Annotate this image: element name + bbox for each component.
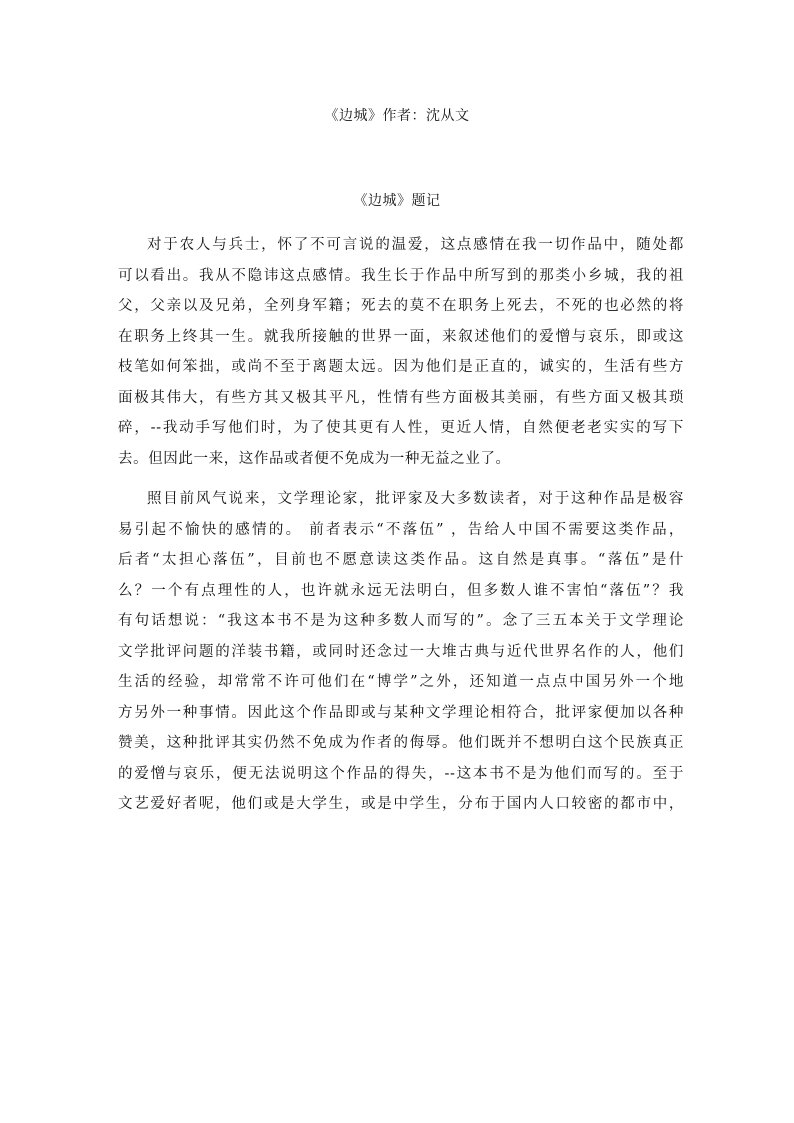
text-line: 的爱憎与哀乐，便无法说明这个作品的得失，--这本书不是为他们而写的。至于 [118, 765, 684, 782]
text-line: 赞美，这种批评其实仍然不免成为作者的侮辱。他们既并不想明白这个民族真正 [118, 735, 684, 751]
paragraph-1 [118, 230, 684, 474]
text-line: 文学批评问题的洋装书籍，或同时还念过一大堆古典与近代世界名作的人，他们 [118, 643, 684, 660]
text-line: 方另外一种事情。因此这个作品即或与某种文学理论相符合，批评家便加以各种 [118, 704, 684, 721]
text-line: 么？一个有点理性的人，也许就永远无法明白，但多数人谁不害怕“落伍”？我 [118, 582, 684, 599]
text-line: 对于农人与兵士，怀了不可言说的温爱，这点感情在我一切作品中，随处都 [147, 237, 684, 253]
document-title: 《边城》作者：沈从文 [324, 108, 470, 124]
text-line: 枝笔如何笨拙，或尚不至于离题太远。因为他们是正直的，诚实的，生活有些方 [118, 359, 684, 375]
text-line: 父，父亲以及兄弟，全列身军籍；死去的莫不在职务上死去，不死的也必然的将 [118, 298, 684, 314]
paragraph-gap [118, 474, 684, 484]
section-title: 《边城》题记 [353, 193, 441, 209]
text-line: 易引起不愉快的感情的。 前者表示“不落伍” ，告给人中国不需要这类作品， [118, 521, 684, 538]
text-line: 碎，--我动手写他们时，为了使其更有人性，更近人情，自然便老老实实的写下 [118, 420, 684, 436]
text-line: 生活的经验，却常常不许可他们在“博学”之外，还知道一点点中国另外一个地 [118, 674, 684, 690]
text-line: 在职务上终其一生。就我所接触的世界一面，来叙述他们的爱憎与哀乐，即或这 [118, 328, 684, 345]
text-line: 文艺爱好者呢，他们或是大学生，或是中学生，分布于国内人口较密的都市中， [118, 796, 684, 812]
text-line: 后者“太担心落伍”，目前也不愿意读这类作品。这自然是真事。“落伍”是什 [118, 552, 684, 568]
body-text [118, 230, 684, 820]
text-line: 有句话想说：“我这本书不是为这种多数人而写的”。念了三五本关于文学理论 [118, 613, 684, 629]
text-line: 去。但因此一来，这作品或者便不免成为一种无益之业了。 [118, 450, 511, 467]
text-line: 可以看出。我从不隐讳这点感情。我生长于作品中所写到的那类小乡城，我的祖 [118, 267, 684, 284]
text-line: 照目前风气说来，文学理论家，批评家及大多数读者，对于这种作品是极容 [147, 491, 684, 507]
paragraph-2 [118, 484, 684, 820]
text-line: 面极其伟大，有些方其又极其平凡，性情有些方面极其美丽，有些方面又极其琐 [118, 389, 684, 406]
